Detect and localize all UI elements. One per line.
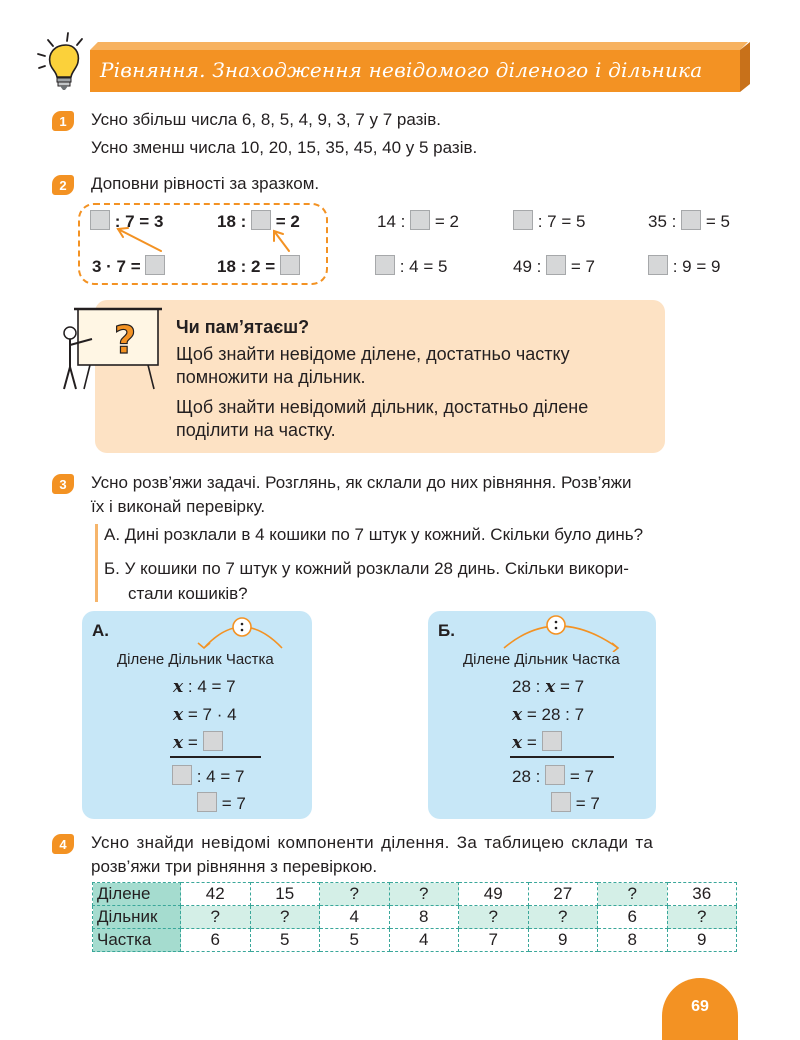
example-eq-3: 3 · 7 = [92, 255, 165, 277]
check-equation: 28 : = 7 [512, 767, 594, 786]
task4-line1: Усно знайди невідомі компоненти ділення. За таблицею склади та [91, 833, 654, 852]
reminder-line: поділити на частку. [176, 420, 336, 440]
answer-box[interactable] [545, 765, 565, 785]
answer-box[interactable] [375, 255, 395, 275]
check-equation: : 4 = 7 [172, 765, 244, 787]
answer-box[interactable] [551, 792, 571, 812]
answer-box[interactable] [203, 731, 223, 751]
task-number-badge: 4 [52, 834, 74, 854]
reminder-line: Щоб знайти невідомий дільник, достатньо ділене [176, 397, 589, 417]
problem-b-line2: стали кошиків? [128, 584, 248, 603]
table-cell: ? [250, 906, 320, 929]
example-eq-4: 18 : 2 = [217, 255, 300, 277]
division-table [92, 882, 737, 952]
division-arc-icon [190, 612, 294, 652]
equation: x = 28 : 7 [512, 705, 585, 725]
divider-line [170, 756, 261, 758]
svg-text:?: ? [114, 318, 137, 362]
table-cell: 6 [181, 929, 251, 952]
answer-box[interactable] [648, 255, 668, 275]
table-cell: ? [598, 883, 668, 906]
answer-box[interactable] [280, 255, 300, 275]
table-cell: ? [181, 906, 251, 929]
terms-label: Ділене Дільник Частка [117, 651, 274, 668]
answer-box[interactable] [410, 210, 430, 230]
task-number-badge: 2 [52, 175, 74, 195]
problem-a: А. Дині розклали в 4 кошики по 7 штук у кожний. Скільки було динь? [104, 525, 644, 544]
task-number-badge: 3 [52, 474, 74, 494]
panel-label: Б. [438, 621, 455, 640]
table-cell: 4 [320, 906, 390, 929]
check-equation: = 7 [197, 792, 246, 814]
task4-line2: розв’яжи три рівняння з перевіркою. [91, 857, 378, 876]
task2-text: Доповни рівності за зразком. [91, 174, 320, 193]
page-number: 69 [662, 978, 738, 1040]
reminder-line: Щоб знайти невідоме ділене, достатньо частку [176, 344, 570, 364]
divider-line [510, 756, 614, 758]
equation: x : 4 = 7 [173, 677, 236, 697]
table-cell: 36 [667, 883, 737, 906]
table-cell: 5 [250, 929, 320, 952]
banner-side-face [740, 42, 750, 92]
equation: 14 : = 2 [377, 212, 459, 231]
equation: x = 7 · 4 [173, 705, 237, 725]
table-cell: ? [389, 883, 459, 906]
reminder-line: помножити на дільник. [176, 367, 366, 387]
answer-box[interactable] [172, 765, 192, 785]
answer-box[interactable] [90, 210, 110, 230]
row-header: Частка [93, 929, 181, 952]
table-cell: ? [320, 883, 390, 906]
table-cell: 9 [667, 929, 737, 952]
table-cell: 6 [598, 906, 668, 929]
table-cell: 9 [528, 929, 598, 952]
row-header: Дільник [93, 906, 181, 929]
row-header: Ділене [93, 883, 181, 906]
reminder-title: Чи пам’ятаєш? [176, 317, 310, 337]
task3-line1: Усно розв’яжи задачі. Розглянь, як склали до них рівняння. Розв’яжи [91, 473, 632, 492]
table-cell: 7 [459, 929, 529, 952]
teacher-board-icon [56, 305, 168, 391]
division-arc-icon [494, 612, 628, 652]
table-row [93, 883, 737, 906]
equation: 28 : x = 7 [512, 677, 585, 697]
page-title: Рівняння. Знаходження невідомого діленого і дільника [100, 58, 703, 82]
equation: : 4 = 5 [375, 255, 447, 277]
quote-bar [95, 524, 98, 602]
table-row [93, 906, 737, 929]
table-cell: ? [459, 906, 529, 929]
table-cell: 27 [528, 883, 598, 906]
lightbulb-icon [30, 30, 94, 94]
answer-box[interactable] [513, 210, 533, 230]
table-cell: 8 [598, 929, 668, 952]
example-eq-1: : 7 = 3 [90, 210, 163, 232]
task3-line2: їх і виконай перевірку. [91, 497, 266, 516]
table-cell: 4 [389, 929, 459, 952]
answer-box[interactable] [197, 792, 217, 812]
answer-box[interactable] [546, 255, 566, 275]
example-eq-2: 18 : = 2 [217, 212, 300, 231]
table-cell: 42 [181, 883, 251, 906]
problem-b-line1: Б. У кошики по 7 штук у кожний розклали 28 динь. Скільки викори- [104, 559, 629, 578]
table-cell: ? [528, 906, 598, 929]
table-row [93, 929, 737, 952]
panel-label: А. [92, 621, 109, 640]
table-cell: ? [667, 906, 737, 929]
answer-box[interactable] [251, 210, 271, 230]
task1-line2: Усно зменш числа 10, 20, 15, 35, 45, 40 у 5 разів. [91, 138, 478, 157]
answer-box[interactable] [681, 210, 701, 230]
answer-box[interactable] [145, 255, 165, 275]
terms-label: Ділене Дільник Частка [463, 651, 620, 668]
equation: : 7 = 5 [513, 210, 585, 232]
equation: 35 : = 5 [648, 212, 730, 231]
table-cell: 5 [320, 929, 390, 952]
task1-line1: Усно збільш числа 6, 8, 5, 4, 9, 3, 7 у 7 разів. [91, 110, 441, 129]
banner-top-face [90, 42, 748, 50]
equation: x = [173, 731, 223, 753]
task-number-badge: 1 [52, 111, 74, 131]
answer-box[interactable] [542, 731, 562, 751]
table-cell: 49 [459, 883, 529, 906]
equation: x = [512, 731, 562, 753]
equation: : 9 = 9 [648, 255, 720, 277]
table-cell: 8 [389, 906, 459, 929]
equation: 49 : = 7 [513, 257, 595, 276]
table-cell: 15 [250, 883, 320, 906]
check-equation: = 7 [551, 792, 600, 814]
